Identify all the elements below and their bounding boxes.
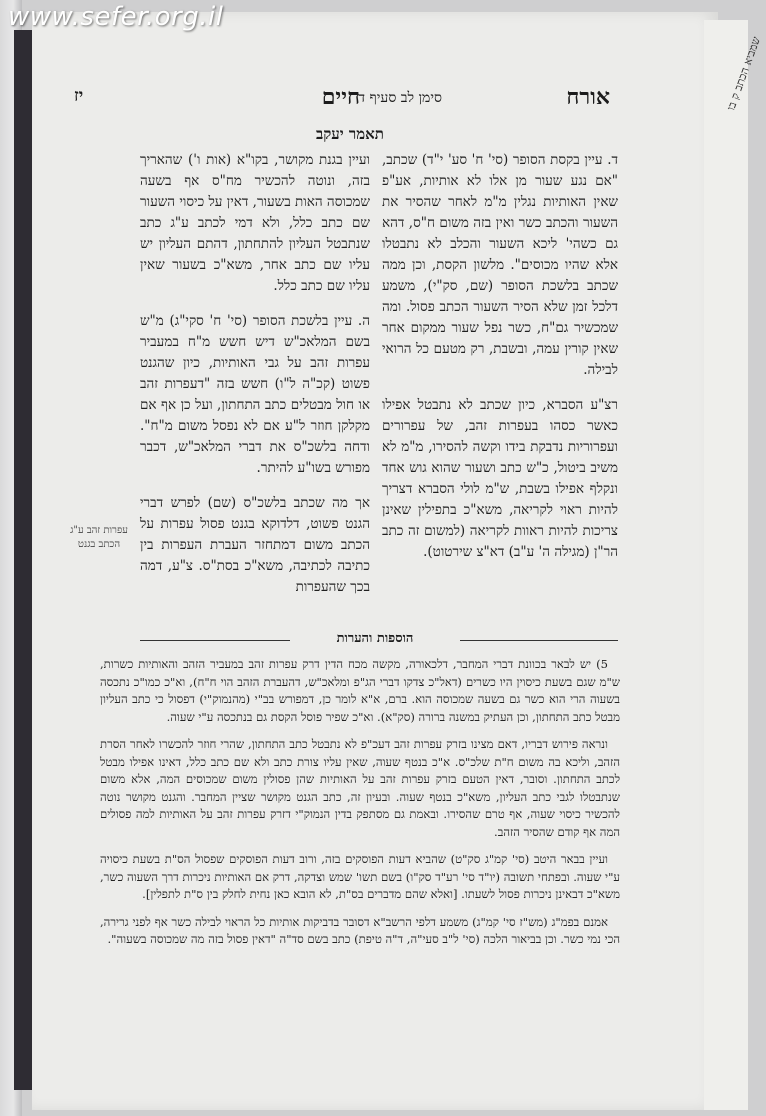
paragraph: ה. עיין בלשכת הסופר (סי' ח' סקי"ג) מ"ש בשם המלאכ"ש דיש חשש מ"ח במעביר עפרות זהב על גבי האותיות, כיון שהגנט פשוט (קכ"ה ל"ו) חשש בזה "דעפרות זהב או חול מבטלים כתב התחתון, ועל כן אף אם מקלקן חוזר ל"ע אם לא נפסל משום מ"ח". ודחה בלשכ"ס את דברי המלאכ"ש, דכבר מפורש בשו"ע להיתר.: [140, 313, 370, 476]
notes-title: הוספות והערות: [290, 630, 460, 646]
right-column: [382, 150, 618, 577]
note-paragraph: ונראה פירוש דבריו, דאם מצינו בזרק עפרות זהב דעכ"פ לא נתבטל כתב התחתון, שהרי חוזר להכשרו לאחר הסרת הזהב, וליכא בה משום ח"ת שלכ"ס. א"כ בנטף שעוה, שאין עליו צורת כתב ולא שם כתב כלל, דאינו אפילו מבטל לכתב התחתון. וסובר, דאין הטעם בזרק עפרות זהב על האותיות שהן פסולין משום שמכוסים המה, אלא משום שנתבטלו לגבי כתב העליון, משא"כ בנטף שעוה. ובעיון זה, כתב הגנט מקושר שציין המחבר. והגנט מקושר נוטה להכשיר כיסוי שעוה, אף טרם שהסירו. ובאמת גם מסתפק בדין הנמוק"י דזרק עפרות זהב על האותיות למה פסולים המה אף קודם שהסיר הזהב.: [100, 737, 620, 839]
paragraph: ועיין בגנת מקושר, בקו"א (אות ו') שהאריך בזה, ונוטה להכשיר מח"ס אף בשעה שמכוסה האות בשעור, דאין על כיסוי השעור שם כתב כלל, ולא דמי לכתב ע"ג כתב שנתבטל העליון להתחתון, דהתם העליון יש עליו שם כתב אחר, משא"כ בשעור שאין עליו שם כתב כלל.: [140, 152, 370, 294]
adjacent-page-text: שמביא הכתב ק בו: [724, 35, 764, 113]
left-column: [140, 150, 370, 612]
margin-note: עפרות זהב ע"ג הכתב בגנט: [70, 525, 128, 550]
page-number: יז: [74, 86, 84, 106]
adjacent-page-edge: [704, 20, 764, 1110]
header-left-word: חיים: [321, 84, 360, 110]
paragraph: ד. עיין בקסת הסופר (סי' ח' סע' י"ד) שכתב, "אם נגע שעור מן אלו לא אותיות, אע"פ שאין האותיות נגלין מ"מ לאחר שהסיר את השעור והכתב כשר ואין בזה משום ח"ס, דהא גם כשהי' ליכא השעור והכלב לא נתבטלו אלא שהיו מכוסים". מלשון הקסת, וכן ממה שכתב בלשכת הסופר (שם, סק"י), משמע דלכל זמן שלא הסיר השעור הכתב פסול. ומה שמכשיר גם"ח, כשר נפל שעור ממקום אחר שאין קורין עמה, ובשבת, רק מטעם כל הרואי לבילה.: [382, 152, 618, 378]
running-header: [74, 84, 610, 114]
notes-section: [100, 656, 620, 959]
watermark: www.sefer.org.il: [8, 2, 224, 32]
header-section: סימן לב סעיף ד: [358, 90, 442, 106]
paragraph: רצ"ע הסברא, כיון שכתב לא נתבטל אפילו כאשר כסהו בעפרות זהב, של עפרורים ועפרוריות נדבקת בידו וקשה להסירו, מ"מ לא משיב ביטול, כ"ש כתב ושעור שהוא גוש אחד ונקלף אפילו בשבת, ש"מ לולי הסברא דצריך להיות ראוי לקריאה, משא"כ בתפילין שאינן צריכות להיות ראוות לקריאה (למשום זה כתב הר"ן (מגילה ה' ע"ב) דא"צ שירטוט).: [382, 397, 618, 560]
book-spine-strip: [14, 30, 32, 1090]
note-paragraph: 5) יש לבאר בכוונת דברי המחבר, דלכאורה, מקשה מכח הדין דרק עפרות זהב במעביר הזהב והאותיות כשרות, ש"מ שגם בשעת כיסוין היו כשרים (דאל"כ צדקו דברי הג"פ ומלאכ"ש, דהעברת הזהב הוי ח"ח), וא"כ כמו"כ נתכסה בשעוה הרי הוא כשר גם בשעה שמכוסה הוא. ברם, א"א לומר כן, דמפורש בב"י (מהנמוק"י) דפסול כי כתב העליון מבטל כתב התחתון, וכן העתיק במשנה ברורה (סק"א). וא"כ שפיר פוסל הקסת גם בנתכסה ע"י שעוה.: [100, 657, 620, 724]
header-right-word: אורח: [566, 84, 610, 110]
note-paragraph: אמנם בפמ"ג (מש"ז סי' קמ"ג) משמע דלפי הרשב"א דסובר בדביקות אותיות כל הראוי לבילה כשר אף לפני גרירה, הכי נמי כשר. וכן בביאור הלכה (סי' ל"ב סעי"ה, ד"ה טיפת) כתב בשם סד"ה "דאין פסול בזה מה שמכוסה בשעוה".: [100, 914, 620, 946]
paragraph: אך מה שכתב בלשכ"ס (שם) לפרש דברי הגנט פשוט, דלדוקא בגנט פסול עפרות על הכתב משום דמתחזר העברת העפרות בין כתיבה לכתיבה, משא"כ בסת"ס. צ"ע, דמה בכך שהעפרות: [140, 495, 370, 595]
note-paragraph: ועיין בבאר היטב (סי' קמ"ג סק"ט) שהביא דעות הפוסקים בזה, ורוב דעות הפוסקים שפסול הס"ת בשעת כיסויה ע"י שעוה. ובפתחי תשובה (יו"ד סי' רע"ד סק"ו) בשם תשו' שמש וצדקה, דרק אם האותיות ניכרות דרך השעוה כשר, משא"כ דבאינן ניכרות פסול לשעתו. [ואלא שהם מדברים בס"ת, לא הובא כאן נחית לחלק בין ס"ת לתפלין].: [100, 852, 620, 901]
column-title: תאמר יעקב: [316, 125, 384, 143]
